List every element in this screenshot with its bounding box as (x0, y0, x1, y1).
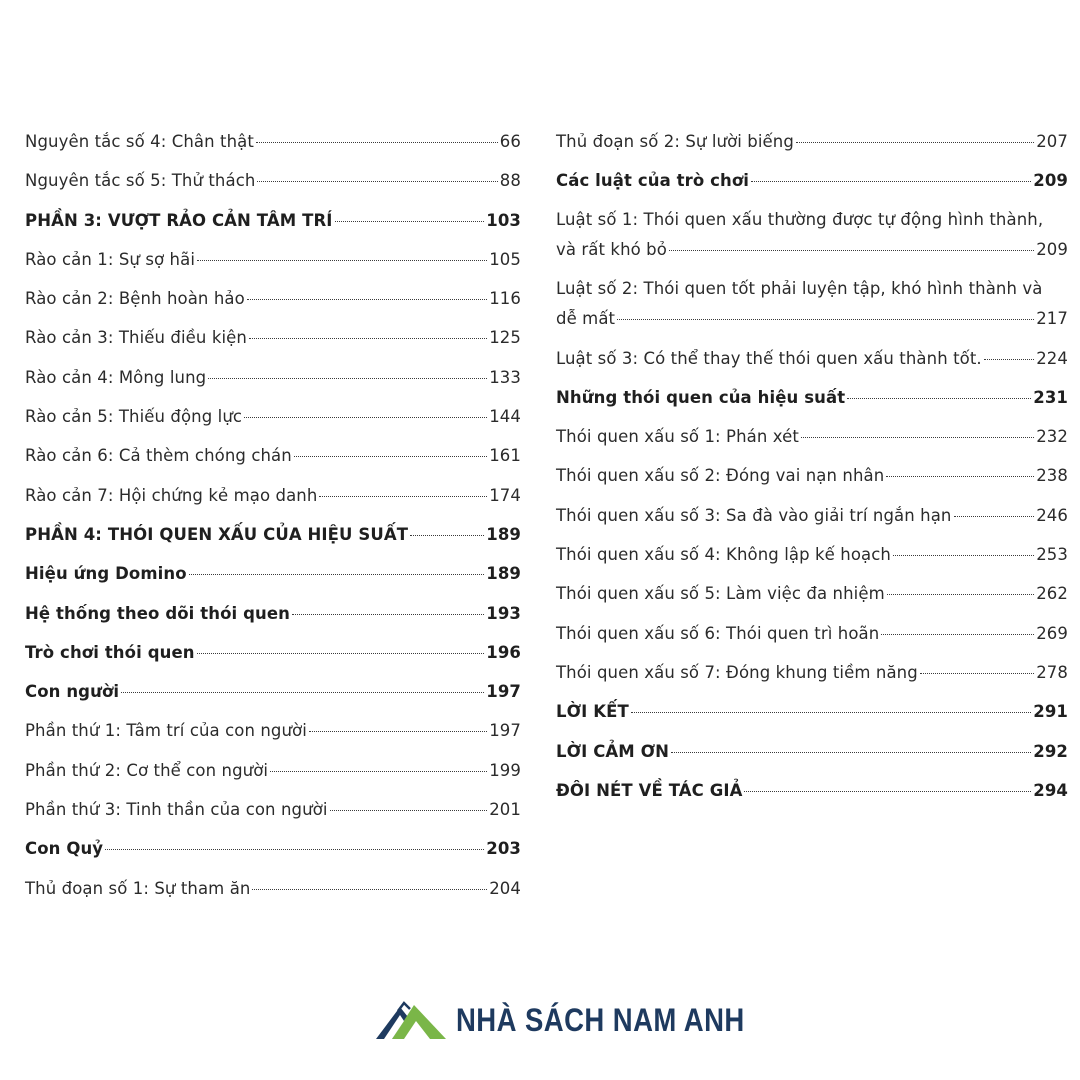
toc-section-entry (25, 201, 521, 240)
toc-entry-continuation (556, 304, 1068, 339)
toc-entry-title: ĐÔI NÉT VỀ TÁC GIẢ (556, 780, 743, 800)
toc-dot-leader (292, 614, 484, 615)
toc-entry-title: PHẦN 4: THÓI QUEN XẤU CỦA HIỆU SUẤT (25, 524, 409, 544)
toc-dot-leader (631, 712, 1031, 713)
toc-entry-title: Những thói quen của hiệu suất (556, 387, 846, 407)
toc-dot-leader (335, 221, 485, 222)
toc-page-number: 204 (489, 878, 521, 898)
toc-entry (556, 201, 1068, 270)
toc-dot-leader (801, 437, 1034, 438)
toc-entry-title: Thói quen xấu số 6: Thói quen trì hoãn (556, 623, 880, 643)
toc-page-number: 103 (486, 210, 521, 230)
toc-entry (25, 318, 521, 357)
toc-page-number: 294 (1033, 780, 1068, 800)
toc-page-number: 209 (1033, 171, 1068, 191)
toc-dot-leader (249, 338, 487, 339)
toc-entry-title: Các luật của trò chơi (556, 171, 750, 191)
toc-entry-title: Thói quen xấu số 4: Không lập kế hoạch (556, 545, 891, 565)
toc-dot-leader (920, 673, 1034, 674)
toc-entry-title: Phần thứ 3: Tinh thần của con người (25, 800, 328, 820)
toc-page-number: 189 (486, 564, 521, 584)
toc-page-number: 246 (1036, 505, 1068, 525)
toc-page-number: 174 (489, 485, 521, 505)
toc-dot-leader (244, 417, 487, 418)
toc-entry (25, 358, 521, 397)
toc-entry-title: PHẦN 3: VƯỢT RẢO CẢN TÂM TRÍ (25, 210, 333, 230)
toc-dot-leader (751, 181, 1031, 182)
toc-dot-leader (189, 574, 485, 575)
toc-entry (25, 279, 521, 318)
toc-dot-leader (197, 260, 487, 261)
toc-dot-leader (954, 516, 1035, 517)
toc-section-entry (556, 378, 1068, 417)
toc-entry-title: Thủ đoạn số 1: Sự tham ăn (25, 878, 251, 898)
toc-dot-leader (887, 594, 1034, 595)
toc-page-number: 232 (1036, 427, 1068, 447)
toc-entry (25, 476, 521, 515)
toc-entry-title: Luật số 2: Thói quen tốt phải luyện tập, khó hình thành và (556, 278, 1043, 298)
toc-section-entry (556, 161, 1068, 200)
toc-dot-leader (252, 889, 487, 890)
toc-dot-leader (886, 476, 1034, 477)
toc-section-entry (25, 554, 521, 593)
toc-entry-title: Phần thứ 2: Cơ thể con người (25, 760, 269, 780)
toc-entry-title: Hệ thống theo dõi thói quen (25, 603, 291, 623)
toc-dot-leader (309, 731, 487, 732)
toc-dot-leader (669, 250, 1034, 251)
toc-entry (25, 122, 521, 161)
toc-entry-continuation (556, 235, 1068, 270)
toc-dot-leader (893, 555, 1034, 556)
toc-section-entry (25, 594, 521, 633)
toc-entry-title: Thói quen xấu số 2: Đóng vai nạn nhân (556, 466, 885, 486)
toc-page-number: 133 (489, 367, 521, 387)
toc-entry (556, 417, 1068, 456)
toc-dot-leader (105, 849, 484, 850)
toc-entry-title: Rào cản 3: Thiếu điều kiện (25, 328, 247, 348)
toc-entry-title: Thói quen xấu số 3: Sa đà vào giải trí ngắn hạn (556, 505, 952, 525)
toc-entry-title: Thói quen xấu số 1: Phán xét (556, 427, 799, 447)
toc-section-entry (25, 633, 521, 672)
toc-entry (25, 869, 521, 908)
toc-page-number: 238 (1036, 466, 1068, 486)
toc-entry-title: Thủ đoạn số 2: Sự lười biếng (556, 132, 794, 151)
toc-entry-title: Luật số 3: Có thể thay thế thói quen xấu thành tốt. (556, 348, 982, 368)
toc-entry-title: Rào cản 1: Sự sợ hãi (25, 249, 196, 269)
toc-entry-title: Rào cản 7: Hội chứng kẻ mạo danh (25, 485, 318, 505)
toc-dot-leader (208, 378, 487, 379)
toc-entry (556, 614, 1068, 653)
toc-dot-leader (881, 634, 1034, 635)
toc-entry (25, 240, 521, 279)
toc-entry-title: Rào cản 5: Thiếu động lực (25, 407, 243, 427)
toc-page-number: 207 (1036, 132, 1068, 151)
toc-entry (556, 122, 1068, 161)
toc-page-number: 105 (489, 249, 521, 269)
toc-dot-leader (197, 653, 485, 654)
toc-entry-title: LỜI KẾT (556, 702, 629, 722)
toc-page-number: 253 (1036, 545, 1068, 565)
toc-entry-title: Phần thứ 1: Tâm trí của con người (25, 721, 307, 741)
toc-entry (556, 574, 1068, 613)
toc-section-entry (25, 515, 521, 554)
toc-page-number: 116 (489, 289, 521, 309)
toc-dot-leader (617, 319, 1034, 320)
toc-section-entry (25, 829, 521, 868)
toc-entry-title: Luật số 1: Thói quen xấu thường được tự động hình thành, (556, 209, 1044, 229)
toc-page-number: 196 (486, 642, 521, 662)
publisher-footer (374, 996, 792, 1044)
toc-dot-leader (256, 142, 498, 143)
toc-dot-leader (410, 535, 484, 536)
toc-entry-title: LỜI CẢM ƠN (556, 741, 670, 761)
toc-page-number: 125 (489, 328, 521, 348)
toc-dot-leader (847, 398, 1031, 399)
toc-entry-title: Con Quỷ (25, 839, 104, 859)
toc-page-number: 88 (499, 171, 521, 191)
toc-entry (25, 436, 521, 475)
toc-page-number: 262 (1036, 584, 1068, 604)
toc-entry-title: Hiệu ứng Domino (25, 564, 187, 584)
toc-page-number: 224 (1036, 348, 1068, 368)
toc-page-number: 193 (486, 603, 521, 623)
toc-entry (25, 711, 521, 750)
toc-right-column (556, 122, 1068, 810)
toc-entry (25, 751, 521, 790)
publisher-name: NHÀ SÁCH NAM ANH (456, 1001, 745, 1038)
toc-page-number: 197 (489, 721, 521, 741)
toc-entry (556, 270, 1068, 339)
toc-entry-title-continued: dễ mất (556, 308, 616, 328)
toc-dot-leader (247, 299, 487, 300)
toc-page-number: 203 (486, 839, 521, 859)
toc-dot-leader (671, 752, 1031, 753)
toc-dot-leader (257, 181, 497, 182)
toc-dot-leader (796, 142, 1034, 143)
toc-page-number: 199 (489, 760, 521, 780)
toc-entry (25, 790, 521, 829)
toc-section-entry (556, 732, 1068, 771)
toc-section-entry (25, 672, 521, 711)
toc-entry-title-continued: và rất khó bỏ (556, 239, 667, 259)
toc-dot-leader (744, 791, 1031, 792)
toc-entry-title: Nguyên tắc số 4: Chân thật (25, 132, 254, 151)
toc-dot-leader (319, 496, 487, 497)
toc-page-number: 269 (1036, 623, 1068, 643)
toc-entry-title: Nguyên tắc số 5: Thử thách (25, 171, 256, 191)
toc-dot-leader (984, 359, 1034, 360)
toc-entry-title: Thói quen xấu số 7: Đóng khung tiềm năng (556, 662, 918, 682)
toc-page-number: 292 (1033, 741, 1068, 761)
toc-entry-title: Rào cản 2: Bệnh hoàn hảo (25, 289, 245, 309)
toc-page-number: 161 (489, 446, 521, 466)
toc-entry (556, 339, 1068, 378)
toc-section-entry (556, 771, 1068, 810)
toc-page-number: 197 (486, 682, 521, 702)
toc-page-number: 217 (1036, 308, 1068, 328)
toc-page-number: 66 (499, 132, 521, 151)
toc-entry-title: Rào cản 6: Cả thèm chóng chán (25, 446, 292, 466)
toc-page-number: 231 (1033, 387, 1068, 407)
toc-section-entry (556, 692, 1068, 731)
toc-page-number: 278 (1036, 662, 1068, 682)
toc-page-number: 144 (489, 407, 521, 427)
toc-entry-title: Trò chơi thói quen (25, 642, 195, 662)
toc-entry (556, 535, 1068, 574)
toc-entry (25, 397, 521, 436)
toc-entry (556, 496, 1068, 535)
toc-entry-title: Rào cản 4: Mông lung (25, 367, 207, 387)
toc-entry-title: Con người (25, 682, 120, 702)
toc-entry-title: Thói quen xấu số 5: Làm việc đa nhiệm (556, 584, 885, 604)
toc-dot-leader (270, 771, 487, 772)
toc-page-number: 189 (486, 524, 521, 544)
toc-entry (556, 456, 1068, 495)
toc-page-number: 209 (1036, 239, 1068, 259)
toc-entry (25, 161, 521, 200)
toc-dot-leader (294, 456, 487, 457)
toc-page-number: 201 (489, 800, 521, 820)
toc-dot-leader (330, 810, 488, 811)
toc-page-number: 291 (1033, 702, 1068, 722)
toc-entry (556, 653, 1068, 692)
toc-left-column (25, 122, 521, 908)
mountain-logo-icon (374, 997, 448, 1043)
toc-dot-leader (121, 692, 484, 693)
